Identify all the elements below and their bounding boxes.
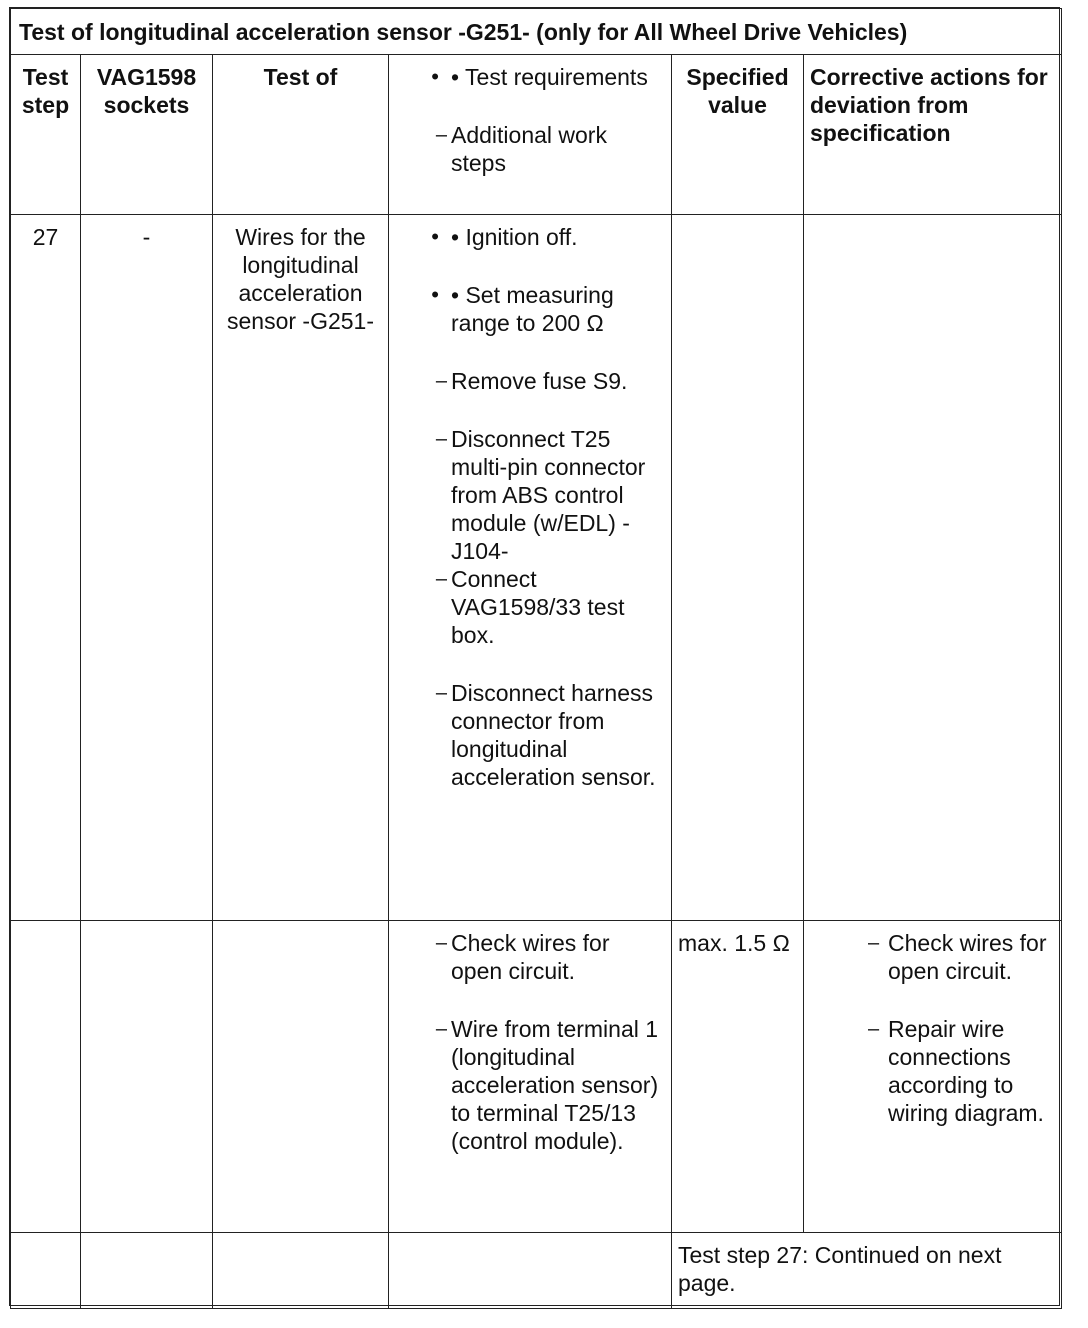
requirements-cell (389, 921, 672, 1233)
sockets-cell (81, 1233, 213, 1309)
specified-value: max. 1.5 Ω (672, 921, 804, 1233)
dash-icon: – (435, 1018, 447, 1040)
list-item: – Check wires for open circuit. (451, 929, 665, 985)
dash-icon: – (435, 370, 447, 392)
list-item: – Repair wire connections according to wiring diagram. (868, 1016, 1044, 1126)
bullet-icon: • (431, 64, 439, 89)
header-requirement-bullet: • • Test requirements (451, 63, 665, 91)
list-item: – Disconnect T25 multi-pin connector from ABS control module (w/EDL) -J104- (451, 425, 665, 565)
table-row (11, 921, 1062, 1233)
step-number-cell: 27 (11, 215, 81, 921)
header-test-step: Test step (11, 55, 81, 215)
table-title: Test of longitudinal acceleration sensor -G251- (only for All Wheel Drive Vehicles) (11, 9, 1062, 55)
dash-icon: – (435, 568, 447, 590)
bullet-icon: • (431, 224, 439, 249)
dash-icon: – (435, 932, 447, 954)
list-item: – Remove fuse S9. (451, 367, 665, 395)
bullet-icon: • (431, 282, 439, 307)
corrective-cell (804, 215, 1062, 921)
specified-cell (672, 215, 804, 921)
requirements-cell (389, 215, 672, 921)
header-requirements (389, 55, 672, 215)
table-row (11, 215, 1062, 921)
sockets-cell: - (81, 215, 213, 921)
sockets-cell (81, 921, 213, 1233)
list-item: • • Set measuring range to 200 Ω (451, 281, 665, 337)
list-item: – Connect VAG1598/33 test box. (451, 565, 665, 649)
list-item: – Check wires for open circuit. (868, 930, 1047, 984)
test-of-cell (213, 1233, 389, 1309)
test-of-cell (213, 921, 389, 1233)
header-test-of: Test of (213, 55, 389, 215)
header-row (11, 55, 1062, 215)
corrective-cell (804, 921, 1062, 1233)
list-item: – Disconnect harness connector from longitudinal acceleration sensor. (451, 679, 665, 791)
requirements-cell (389, 1233, 672, 1309)
dash-icon: – (435, 428, 447, 450)
table-row (11, 1233, 1062, 1309)
header-sockets: VAG1598 sockets (81, 55, 213, 215)
step-number-cell (11, 921, 81, 1233)
dash-icon: – (868, 932, 880, 954)
dash-icon: – (435, 124, 447, 146)
continued-note: Test step 27: Continued on next page. (672, 1233, 1062, 1309)
test-of-cell: Wires for the longitudinal acceleration sensor -G251- (213, 215, 389, 921)
header-requirement-dash: – Additional work steps (451, 121, 665, 177)
step-number-cell (11, 1233, 81, 1309)
list-item: – Wire from terminal 1 (longitudinal acceleration sensor) to terminal T25/13 (control module). (451, 1015, 665, 1155)
list-item: • • Ignition off. (451, 223, 665, 251)
test-table (10, 8, 1062, 1309)
test-table-container (9, 7, 1060, 1306)
dash-icon: – (435, 682, 447, 704)
header-corrective: Corrective actions for deviation from specification (804, 55, 1062, 215)
header-specified: Specified value (672, 55, 804, 215)
dash-icon: – (868, 1018, 880, 1040)
